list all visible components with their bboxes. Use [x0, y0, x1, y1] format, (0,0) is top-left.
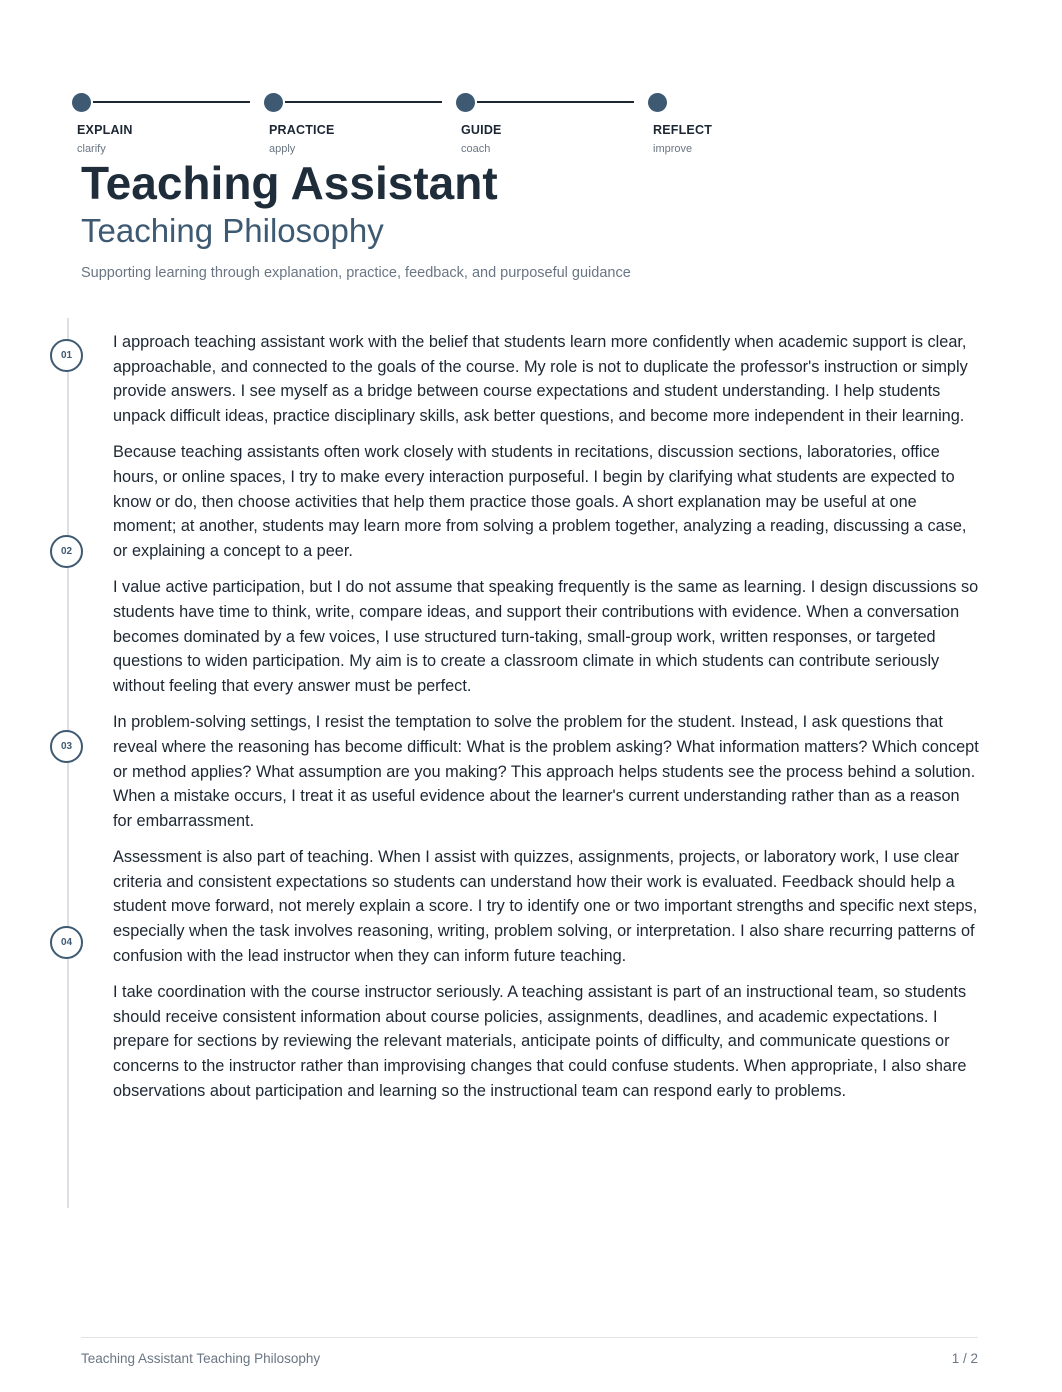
page-title: Teaching Assistant	[81, 157, 498, 209]
step-dot-icon	[456, 93, 475, 112]
philosophy-body	[113, 330, 983, 1115]
progress-steps	[72, 92, 772, 162]
section-marker-03: 03	[50, 730, 83, 763]
footer-document-title: Teaching Assistant Teaching Philosophy	[81, 1351, 321, 1366]
body-paragraph: Assessment is also part of teaching. When I assist with quizzes, assignments, projects, or laboratory work, I use clear criteria and consistent expectations so students can understand how their work is evaluated. Feedback should help a student move forward, not merely explain a score. I try to identify one or two important strengths and specific next steps, especially when the task involves reasoning, writing, problem solving, or interpretation. I also share recurring patterns of confusion with the lead instructor when they can inform future teaching.	[113, 848, 978, 965]
section-marker-04: 04	[50, 926, 83, 959]
step-label: EXPLAIN	[77, 123, 133, 137]
step-dot-icon	[648, 93, 667, 112]
footer-page-number: 1 / 2	[951, 1351, 978, 1366]
body-paragraph: Because teaching assistants often work closely with students in recitations, discussion sections, laboratories, office hours, or online spaces, I try to make every interaction purposeful. I begin by clarifying what students are expected to know or do, then choose activities that help them practice those goals. A short explanation may be useful at one moment; at another, students may learn more from solving a problem together, analyzing a reading, discussing a case, or explaining a concept to a peer.	[113, 443, 967, 560]
footer-divider	[81, 1337, 978, 1338]
step-label: REFLECT	[653, 123, 713, 137]
step-connector	[93, 101, 250, 103]
step-caption: clarify	[77, 143, 106, 155]
body-paragraph: In problem-solving settings, I resist the temptation to solve the problem for the student. Instead, I ask questions that reveal where the reasoning has become difficult: What is the problem asking? What information matters? Which concept or method applies? What assumption are you making? This approach helps students see the process behind a solution. When a mistake occurs, I treat it as useful evidence about the learner's current understanding rather than as a reason for embarrassment.	[113, 713, 979, 830]
page-subtitle: Teaching Philosophy	[81, 212, 384, 249]
step-dot-icon	[72, 93, 91, 112]
step-caption: coach	[461, 143, 491, 155]
step-label: GUIDE	[461, 123, 502, 137]
step-label: PRACTICE	[269, 123, 335, 137]
body-paragraph: I take coordination with the course instructor seriously. A teaching assistant is part of an instructional team, so students should receive consistent information about course policies, assignments, deadlines, and academic expectations. I prepare for sections by reviewing the relevant materials, anticipate points of difficulty, and communicate questions or concerns to the instructor rather than improvising changes that could confuse students. When appropriate, I also share observations about participation and learning so the instructional team can respond early to problems.	[113, 983, 967, 1100]
timeline-rail	[67, 318, 69, 1208]
step-dot-icon	[264, 93, 283, 112]
body-paragraph: I value active participation, but I do not assume that speaking frequently is the same as learning. I design discussions so students have time to think, write, compare ideas, and support their contributions with evidence. When a conversation becomes dominated by a few voices, I use structured turn-taking, small-group work, written responses, or targeted questions to widen participation. My aim is to create a classroom climate in which students can contribute seriously without feeling that every answer must be perfect.	[113, 578, 979, 695]
section-marker-02: 02	[50, 535, 83, 568]
step-connector	[285, 101, 442, 103]
step-caption: improve	[653, 143, 693, 155]
page-tagline: Supporting learning through explanation, practice, feedback, and purposeful guidance	[81, 265, 631, 281]
section-marker-01: 01	[50, 339, 83, 372]
body-paragraph: I approach teaching assistant work with the belief that students learn more confidently when academic support is clear, approachable, and connected to the goals of the course. My role is not to duplicate the professor's instruction or simply provide answers. I see myself as a bridge between course expectations and student understanding. I help students unpack difficult ideas, practice disciplinary skills, ask better questions, and become more independent in their learning.	[113, 333, 968, 425]
step-connector	[477, 101, 634, 103]
step-caption: apply	[269, 143, 296, 155]
